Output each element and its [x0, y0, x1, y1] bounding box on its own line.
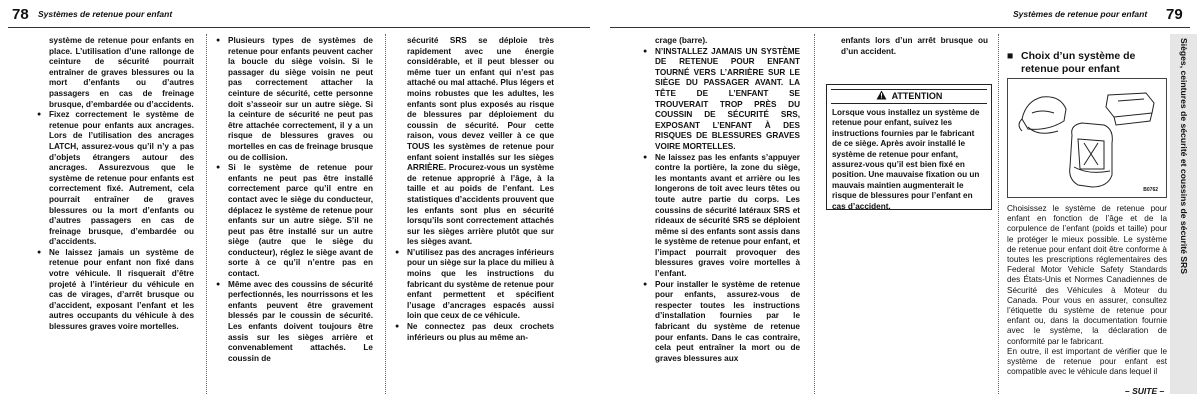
- column-2: [828, 36, 988, 57]
- side-tab-label: Sièges, ceintures de sécurité et coussins de sécurité SRS: [1179, 38, 1189, 274]
- right-page: [600, 0, 1200, 402]
- bullet-item: ● Fixez correctement le système de retenue pour enfants aux ancrages. Lors de l’utilisation des ancrages LATCH, assurez-vous qu’il n’y a pas d’objets étrangers autour des ancrages. Assurezvous que le système de retenue pour enfants est correctement fixé. Autrement, cela pourrait entraîner de graves blessures ou la mort d’enfants ou d’autres passagers en cas de freinage brusque, d’embardée ou d’accidents.: [36, 110, 194, 248]
- running-head: Systèmes de retenue pour enfant: [1013, 9, 1148, 19]
- paragraph: enfants lors d’un arrêt brusque ou d’un accident.: [841, 36, 988, 56]
- page-number: 78: [12, 6, 29, 23]
- header-rule: [8, 27, 590, 28]
- column-3: [1007, 204, 1167, 377]
- paragraph: sécurité SRS se déploie très rapidement avec une énergie considérable, et il peut blesser ou même tuer un enfant qui n’est pas attaché ou mal attaché. Plus légers et moins robustes que les adultes, les enfants sont plus exposés au risque de blessures par déploiement du coussin de sécurité. Pour cette raison, vous devez veiller à ce que TOUS les systèmes de retenue pour enfant soient installés sur les sièges ARRIÈRE. Procurez-vous un système de retenue approprié à l’âge, à la taille et au poids de l’enfant. Les statistiques d’accidents prouvent que les enfants sont plus en sécurité lorsqu’ils sont correctement attachés sur les sièges arrière plutôt que sur les sièges avant.: [407, 36, 554, 247]
- bullet-item: ● Ne connectez pas deux crochets inférieurs ou plus au même an-: [394, 322, 554, 343]
- column-1: [642, 36, 800, 364]
- column-divider: [998, 34, 1000, 394]
- warning-text: Lorsque vous installez un système de retenue pour enfant, suivez les instructions fournies par le fabricant de ce siège. Après avoir installé le système de retenue pour enfant, assurez-vous qu’il est bien fixé en position. Une mauvaise fixation ou un mauvais maintien augmenterait le risque de blessures pour l’enfant en cas d’accident.: [832, 108, 980, 211]
- figure-id: B0762: [1143, 187, 1158, 193]
- bullet-item: ● Ne laissez jamais un système de retenue pour enfant non fixé dans votre véhicule. Il risquerait d’être projeté à l’intérieur du véhicule en cas de virages, d’arrêt brusque ou d’accident, exposant l’enfant et les autres occupants du véhicule à des blessures graves voire mortelles.: [36, 248, 194, 333]
- bullet-item: ● Même avec des coussins de sécurité perfectionnés, les nourrissons et les enfants peuvent être gravement blessés par le coussin de sécurité. Les enfants doivent toujours être assis sur les sièges arrière et convenablement attachés. Le coussin de: [215, 280, 373, 365]
- chapter-side-tab: [1170, 34, 1197, 394]
- paragraph: système de retenue pour enfants en place. L’utilisation d’une rallonge de ceinture de sécurité pourrait entraîner de graves blessures ou la mort d’enfants ou d’autres passagers en cas de freinage brusque, d’embardée ou d’accidents.: [49, 36, 194, 109]
- page-number: 79: [1166, 6, 1183, 23]
- paragraph: crage (barre).: [655, 36, 708, 45]
- heading-text: Choix d’un système de retenue pour enfant: [1021, 50, 1136, 75]
- paragraph: En outre, il est important de vérifier que le système de retenue pour enfant est compatible avec le véhicule dans lequel il: [1007, 346, 1167, 377]
- column-3: [394, 36, 554, 343]
- bullet-item: ● Ne laissez pas les enfants s’appuyer contre la portière, la zone du siège, les montants avant et arrière ou les longerons de toit avec leurs têtes ou toute autre partie du corps. Les coussins de sécurité latéraux SRS et rideaux de sécurité SRS se déploient même si des enfants sont assis dans le système de retenue pour enfant, et l’impact pourrait provoquer des blessures graves voire mortelles à l’enfant.: [642, 153, 800, 280]
- child-seat-illustration: [1008, 79, 1166, 197]
- warning-label: ATTENTION: [891, 91, 943, 101]
- column-divider: [385, 34, 387, 394]
- column-divider: [206, 34, 208, 394]
- heading-marker: ■: [1007, 50, 1014, 62]
- paragraph: Choisissez le système de retenue pour enfant en fonction de l’âge et de la corpulence de l’enfant (poids et taille) pour le protéger le mieux possible. Le système de retenue pour enfant doit être conforme à toutes les prescriptions réglementaires des Federal Motor Vehicle Safety Standards des États-Unis et Normes Canadiennes de Sécurité des Véhicules à Moteur du Canada. Pour vous en assurer, consultez l’étiquette du système de retenue pour enfant ou, dans la documentation fournie avec le système, la déclaration de conformité par le fabricant.: [1007, 204, 1167, 346]
- bullet-item: ● Pour installer le système de retenue pour enfants, assurez-vous de respecter toutes les instructions d’installation fournies par le fabricant du système de retenue pour enfants. Dans le cas contraire, cela peut entraîner la mort ou de graves blessures aux: [642, 280, 800, 365]
- warning-header: [831, 89, 987, 104]
- warning-box: [826, 84, 992, 210]
- bullet-item: ● Si le système de retenue pour enfants ne peut pas être installé correctement parce qu’il entre en contact avec le siège du conducteur, déplacez le système de retenue pour enfants sur un autre siège. S’il ne peut pas être installé sur un autre siège (autre que le siège du conducteur), réglez le siège avant de sorte à ce qu’il n’entre pas en contact.: [215, 163, 373, 280]
- running-head: Systèmes de retenue pour enfant: [38, 9, 173, 19]
- continued-marker: – SUITE –: [1125, 386, 1165, 396]
- header-rule: [610, 27, 1190, 28]
- warning-triangle-icon: [876, 90, 887, 100]
- column-1: [36, 36, 194, 333]
- bullet-item: ● N’INSTALLEZ JAMAIS UN SYSTÈME DE RETENUE POUR ENFANT TOURNÉ VERS L’ARRIÈRE SUR LE SIÈGE DU PASSAGER AVANT. LA TÊTE DE L’ENFANT SE TROUVERAIT TROP PRÈS DU COUSSIN DE SÉCURITÉ SRS, EXPOSANT L’ENFANT À DES RISQUES DE BLESSURES GRAVES VOIRE MORTELLES.: [642, 47, 800, 153]
- column-2: [215, 36, 373, 364]
- child-seat-figure: [1007, 78, 1167, 198]
- column-divider: [814, 34, 816, 394]
- bullet-item: ● Plusieurs types de systèmes de retenue pour enfants peuvent cacher la boucle du siège voisin. Si le passager du siège voisin ne peut pas correctement attacher la ceinture de sécurité, cette personne doit s’asseoir sur un autre siège. Si la ceinture de sécurité ne peut pas être attachée correctement, il y a un risque de blessures graves ou mortelles en cas de freinage brusque ou de collision.: [215, 36, 373, 163]
- bullet-item: ● N’utilisez pas des ancrages inférieurs pour un siège sur la place du milieu à moins que les instructions du fabricant du système de retenue pour enfant permettent et spécifient l’usage d’ancrages espacés aussi loin que ceux de ce véhicule.: [394, 248, 554, 322]
- section-heading: [1007, 50, 1167, 75]
